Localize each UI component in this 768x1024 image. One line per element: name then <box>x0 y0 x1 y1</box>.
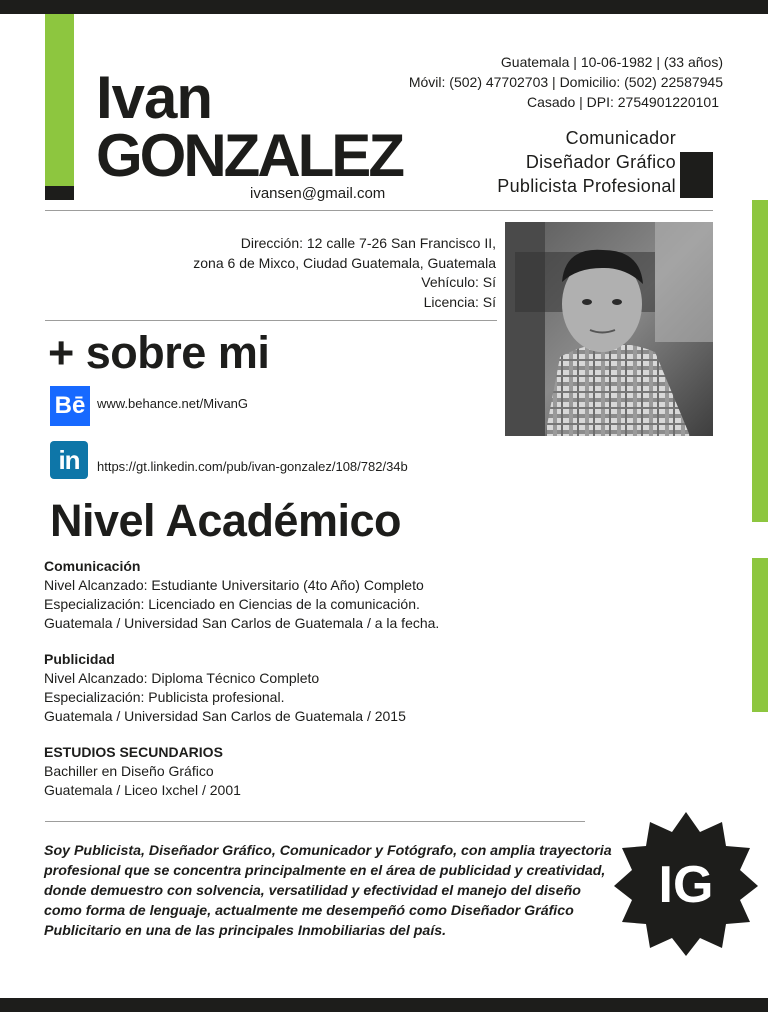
education-line: Bachiller en Diseño Gráfico <box>44 763 214 779</box>
bio-paragraph <box>44 841 624 941</box>
about-heading: + sobre mi <box>48 327 270 378</box>
education-title: Publicidad <box>44 651 115 667</box>
profile-photo <box>505 222 713 436</box>
education-secondary <box>44 743 241 800</box>
vehicle-line: Vehículo: Sí <box>421 274 496 290</box>
bio-line: Soy Publicista, Diseñador Gráfico, Comunicador y Fotógrafo, con amplia trayectoria <box>44 843 612 859</box>
education-line: Guatemala / Universidad San Carlos de Guatemala / 2015 <box>44 708 406 724</box>
first-name: Ivan <box>96 64 213 131</box>
bio-line: Publicitario en una de las principales Inmobiliarias del país. <box>44 923 447 939</box>
divider-bio <box>45 821 585 822</box>
behance-icon[interactable]: Bē <box>50 386 90 426</box>
linkedin-icon[interactable]: in <box>50 441 88 479</box>
address-line: zona 6 de Mixco, Ciudad Guatemala, Guatemala <box>193 254 496 271</box>
address-block <box>193 234 496 312</box>
info-line-status: Casado | DPI: 2754901220101 <box>526 94 719 110</box>
education-line: Guatemala / Liceo Ixchel / 2001 <box>44 782 241 798</box>
initials-badge <box>612 810 760 958</box>
license-line: Licencia: Sí <box>423 293 496 310</box>
info-line-phones: Móvil: (502) 47702703 | Domicilio: (502) 22587945 <box>408 74 723 90</box>
education-line: Especialización: Publicista profesional. <box>44 689 285 705</box>
education-communication <box>44 557 439 633</box>
last-name: GONZALEZ <box>96 122 402 189</box>
title-designer: Diseñador Gráfico <box>525 152 676 172</box>
linkedin-link[interactable]: https://gt.linkedin.com/pub/ivan-gonzalez/108/782/34b <box>97 459 408 474</box>
title-communicator: Comunicador <box>565 128 676 148</box>
dark-accent-block <box>45 186 74 200</box>
green-accent-bar <box>45 14 74 186</box>
bio-line: como forma de lenguaje, actualmente me desempeñó como Diseñador Gráfico <box>44 903 574 919</box>
titles-accent-block <box>680 152 713 198</box>
education-line: Guatemala / Universidad San Carlos de Guatemala / a la fecha. <box>44 615 440 631</box>
divider-header <box>45 210 713 211</box>
education-line: Especialización: Licenciado en Ciencias de la comunicación. <box>44 596 420 612</box>
top-bar <box>0 0 768 14</box>
education-title: Comunicación <box>44 558 141 574</box>
education-title: ESTUDIOS SECUNDARIOS <box>44 744 223 760</box>
info-line-birth: Guatemala | 10-06-1982 | (33 años) <box>500 54 723 70</box>
academic-heading: Nivel Académico <box>50 495 401 546</box>
personal-info <box>409 52 723 112</box>
address-line: Dirección: 12 calle 7-26 San Francisco II, <box>240 235 496 251</box>
title-publicist: Publicista Profesional <box>497 176 676 196</box>
behance-link[interactable]: www.behance.net/MivanG <box>97 396 249 411</box>
bio-line: profesional que se concentra principalmente en el área de publicidad y creatividad, <box>44 863 606 879</box>
email[interactable]: ivansen@gmail.com <box>250 185 386 202</box>
education-line: Nivel Alcanzado: Estudiante Universitario (4to Año) Completo <box>44 577 424 593</box>
badge-initials: IG <box>658 856 714 914</box>
bio-line: donde demuestro con solvencia, versatilidad y efectividad el manejo del diseño <box>44 883 581 899</box>
right-green-bar-top <box>752 200 768 522</box>
right-green-bar-bottom <box>752 558 768 712</box>
divider-address <box>45 320 497 321</box>
professional-titles <box>497 126 676 198</box>
education-line: Nivel Alcanzado: Diploma Técnico Completo <box>44 670 320 686</box>
bottom-bar <box>0 998 768 1012</box>
education-advertising <box>44 650 406 726</box>
